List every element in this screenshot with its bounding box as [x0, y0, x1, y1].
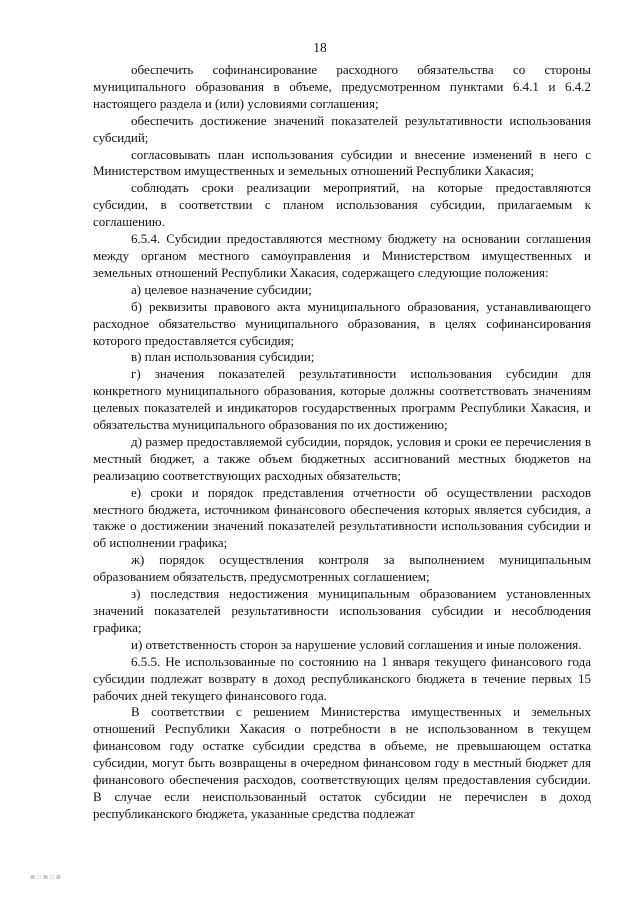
paragraph: и) ответственность сторон за нарушение условий соглашения и иные положения.	[131, 636, 582, 652]
body-text	[93, 62, 591, 823]
page-number: 18	[313, 40, 327, 55]
paragraph: а) целевое назначение субсидии;	[131, 281, 312, 297]
paragraph: ж) порядок осуществления контроля за выполнением муниципальным образованием обязательств, предусмотренных соглашением;	[93, 552, 591, 585]
paragraph: д) размер предоставляемой субсидии, порядок, условия и сроки ее перечисления в местный бюджет, а также объем бюджетных ассигнований местных бюджетов на реализацию соответствующих расходных обязательств;	[93, 433, 591, 483]
paragraph: г) значения показателей результативности использования субсидии для конкретного муниципального образования, которые должны соответствовать значениям целевых показателей и индикаторов государственных программ Республики Хакасия, и обязательства муниципального образования по их достижению;	[93, 366, 591, 433]
paragraph: з) последствия недостижения муниципальным образованием установленных значений показателей результативности использования субсидии и несоблюдения графика;	[93, 586, 591, 635]
scan-mark: ▪▫▪▫▪	[30, 872, 63, 881]
paragraph: обеспечить софинансирование расходного обязательства со стороны муниципального образования в объеме, предусмотренном пунктами 6.4.1 и 6.4.2 настоящего раздела и (или) условиями соглашения;	[93, 62, 591, 111]
paragraph: соблюдать сроки реализации мероприятий, на которые предоставляются субсидии, в соответствии с планом использования субсидии, прилагаемым к соглашению.	[93, 180, 591, 230]
paragraph: 6.5.4. Субсидии предоставляются местному бюджету на основании соглашения между органом местного самоуправления и Министерством имущественных и земельных отношений Республики Хакасия, содержащего следующие положения:	[93, 231, 591, 280]
paragraph: согласовывать план использования субсидии и внесение изменений в него с Министерством имущественных и земельных отношений Республики Хакасия;	[93, 146, 591, 179]
paragraph: б) реквизиты правового акта муниципального образования, устанавливающего расходное обязательство муниципального образования, в целях софинансирования которого предоставляется субсидия;	[93, 298, 591, 348]
paragraph: е) сроки и порядок представления отчетности об осуществлении расходов местного бюджета, источником финансового обеспечения которых является субсидия, а также о достижении значений показателей результативности использования субсидии и об исполнении графика;	[93, 484, 591, 551]
paragraph: в) план использования субсидии;	[131, 349, 315, 365]
paragraph: 6.5.5. Не использованные по состоянию на 1 января текущего финансового года субсидии подлежат возврату в доход республиканского бюджета в течение первых 15 рабочих дней текущего финансового года.	[93, 653, 591, 703]
paragraph: В соответствии с решением Министерства имущественных и земельных отношений Республики Хакасия о потребности в не использованном в текущем финансовом году остатке субсидии средства в объеме, не превышающем остатка субсидии, могут быть возвращены в очередном финансовом году в местный бюджет для финансового обеспечения расходов, соответствующих целям предоставления субсидии. В случае если неиспользованный остаток субсидии не перечислен в доход республиканского бюджета, указанные средства подлежат	[93, 704, 591, 821]
paragraph: обеспечить достижение значений показателей результативности использования субсидий;	[93, 112, 591, 145]
